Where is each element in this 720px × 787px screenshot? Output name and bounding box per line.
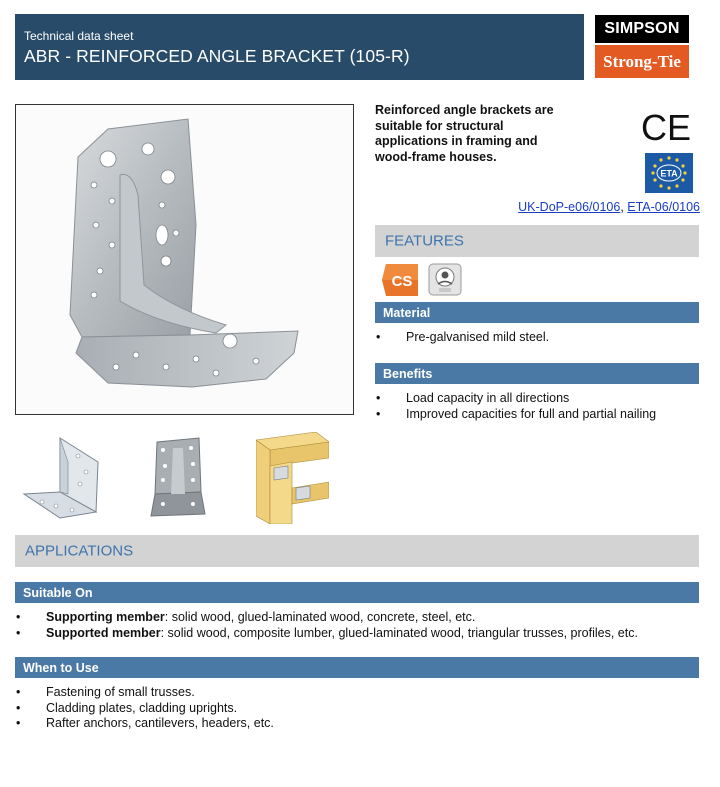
header-subtitle: Technical data sheet: [24, 29, 134, 43]
features-section-header: [375, 225, 699, 257]
features-heading: FEATURES: [385, 232, 464, 250]
suitable-on-heading: Suitable On: [23, 585, 93, 600]
item-text: : solid wood, composite lumber, glued-laminated wood, triangular trusses, profiles, etc.: [160, 625, 638, 640]
dop-link[interactable]: UK-DoP-e06/0106: [518, 200, 621, 214]
thumbnail-installation: [256, 432, 329, 524]
document-title: ABR - REINFORCED ANGLE BRACKET (105-R): [24, 46, 410, 66]
cs-icon: [382, 262, 420, 298]
product-intro-text: Reinforced angle brackets are suitable for structural applications in framing and wood-frame houses.: [375, 103, 554, 164]
benefits-list: [376, 391, 696, 422]
when-to-use-list: [16, 685, 706, 732]
thumbnail-bracket-drawing: [20, 432, 104, 524]
when-to-use-heading: When to Use: [23, 660, 99, 675]
list-item: • Cladding plates, cladding uprights.: [16, 701, 706, 717]
benefits-section-header: [375, 363, 699, 384]
list-item: [16, 610, 706, 626]
simpson-strong-tie-logo: [595, 15, 689, 78]
eta-logo-icon: [645, 153, 693, 193]
installation-drawing-icon: [256, 432, 329, 524]
item-text: : solid wood, glued-laminated wood, concrete, steel, etc.: [164, 610, 476, 624]
thumbnail-bracket-photo: [143, 432, 213, 524]
product-photo: [15, 104, 354, 415]
bracket-photo-icon: [143, 432, 213, 524]
logo-top-text: SIMPSON: [595, 15, 689, 43]
connector-type-icon: [428, 263, 462, 296]
angle-bracket-illustration: [16, 105, 353, 414]
document-header: [15, 14, 584, 80]
document-links: [420, 200, 700, 214]
logo-bottom-text: Strong-Tie: [595, 45, 689, 78]
list-item: • Improved capacities for full and partial nailing: [376, 407, 696, 423]
suitable-on-section-header: [15, 582, 699, 603]
when-to-use-section-header: [15, 657, 699, 678]
link-separator: ,: [620, 200, 628, 214]
eta-logo-text: ETA: [660, 168, 678, 179]
applications-heading: APPLICATIONS: [25, 542, 134, 560]
ce-mark-icon: [641, 107, 691, 147]
material-list: [376, 330, 696, 346]
cs-icon-text: CS: [391, 273, 413, 290]
benefits-heading: Benefits: [383, 366, 433, 381]
ce-mark-text: CE: [641, 107, 691, 147]
list-item: [16, 626, 706, 642]
item-label: Supported member: [46, 625, 161, 640]
list-item: • Load capacity in all directions: [376, 391, 696, 407]
list-item: • Fastening of small trusses.: [16, 685, 706, 701]
material-section-header: [375, 302, 699, 323]
list-item: • Rafter anchors, cantilevers, headers, etc.: [16, 716, 706, 732]
item-label: Supporting member: [46, 610, 165, 624]
bracket-drawing-icon: [20, 432, 104, 524]
material-heading: Material: [383, 305, 431, 320]
suitable-on-list: [16, 610, 706, 641]
eta-link[interactable]: ETA-06/0106: [627, 200, 700, 214]
list-item: • Pre-galvanised mild steel.: [376, 330, 696, 346]
applications-section-header: [15, 535, 699, 567]
